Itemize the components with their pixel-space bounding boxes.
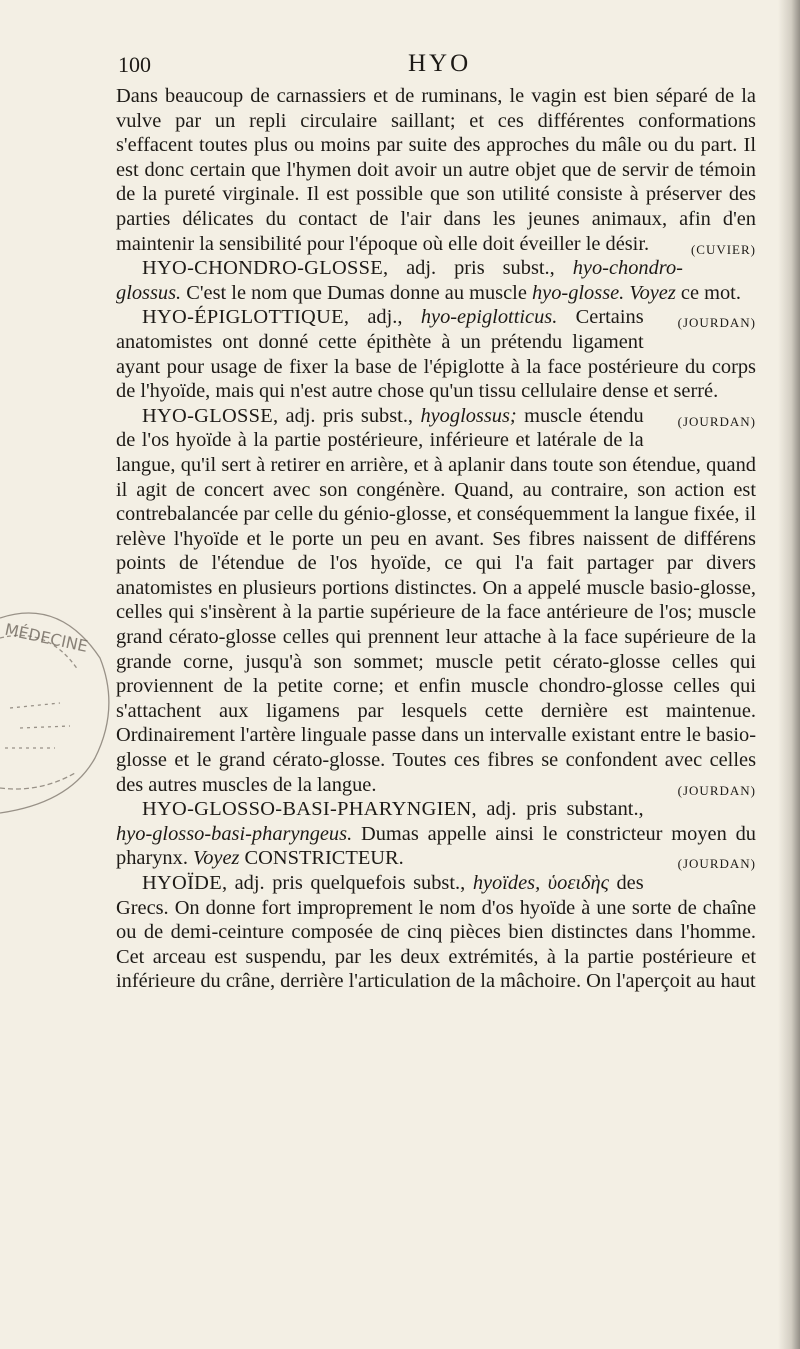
entry-reference: Voyez [193, 847, 240, 870]
page-number: 100 [118, 52, 151, 77]
entry-latin: hyo-epiglotticus. [420, 306, 558, 329]
entry-text: CONSTRICTEUR. [239, 847, 404, 870]
entry-text: C'est le nom que Dumas donne au muscle [181, 281, 532, 304]
library-stamp [0, 598, 120, 828]
entry-term: HYO-GLOSSE [142, 404, 274, 427]
entry-latin: hyoglossus; [420, 404, 517, 427]
entry-author: (JOURDAN) [677, 782, 756, 798]
entry-term: HYO-ÉPIGLOTTIQUE [142, 306, 344, 329]
entry-term: HYO-CHONDRO-GLOSSE [142, 257, 384, 280]
entry-author: (JOURDAN) [677, 856, 756, 872]
entry-grammar: , adj. pris quelquefois subst., [221, 872, 473, 894]
entry-text: Dumas appelle ainsi le constricteur moyen du pharynx. [116, 822, 756, 870]
entry-latin: hyo-glosso-basi-pharyngeus. [116, 822, 353, 845]
entry-continuation [116, 84, 756, 256]
entry-grammar: , adj. pris subst., [383, 257, 573, 280]
entry-text: Dans beaucoup de carnassiers et de ruminans, le vagin est bien séparé de la vulve par un repli circulaire saillant; et ces différentes conformations s'effacent toutes plus ou moins par suite des approches du mâle ou du part. Il est donc certain que l'hymen doit avoir un autre objet que de servir de témoin de la pureté virginale. Il est possible que son utilité consiste à préserver des parties délicates du contact de l'air dans les jeunes animaux, afin d'en maintenir la sensibilité pour l'époque où elle doit éveiller le désir. [116, 85, 756, 255]
entry-grammar: , adj. pris subst., [273, 404, 421, 427]
entry-text: ce mot. [675, 281, 741, 304]
entry-author: (CUVIER) [690, 241, 756, 257]
page-edge-shadow [778, 0, 800, 1349]
entry-text: muscle étendu de l'os hyoïde à la partie postérieure, inférieure et latérale de la langue, qu'il sert à retirer en arrière, et à aplanir dans toute son étendue, quand il agit de concert avec son congénère. Quand, au contraire, son action est contrebalancée par celle du génio-glosse, et conséquemment la langue fixée, il relève l'hyoïde et le porte un peu en avant. Ses fibres naissent de différens points de l'étendue de l'os hyoïde, ce qui l'a fait partager par divers anatomistes en plusieurs portions distinctes. On a appelé muscle basio-glosse, celles qui s'insèrent à la partie supérieure de la face antérieure de l'os; muscle grand cérato-glosse celles qui prennent leur attache à la face supérieure de la grande corne, jusqu'à son sommet; muscle petit cérato-glosse celles qui proviennent de la petite corne; et enfin muscle chondro-glosse celles qui s'attachent aux ligamens par lesquels cette dernière est maintenue. Ordinairement l'artère linguale passe dans un intervalle existant entre le basio-glosse et le grand cérato-glosse. Toutes ces fibres se confondent avec celles des autres muscles de la langue. [116, 404, 756, 796]
entry-latin: hyo-chondro-glossus. [116, 257, 683, 304]
entry-grammar: , adj. pris substant., [471, 798, 644, 821]
entry-text: des Grecs. On donne fort improprement le nom d'os hyoïde à une sorte de chaîne ou de demi-ceinture composée de cinq pièces bien distinctes dans l'homme. Cet arceau est suspendu, par les deux extrémités, à la partie postérieure et inférieure du crâne, derrière l'articulation de la mâchoire. On l'aperçoit au haut [116, 872, 756, 993]
stamp-text: MÉDECINE [3, 619, 90, 656]
entry-hyo-glosso-basi-pharyngien [116, 797, 756, 871]
entry-latin: hyoïdes, ὑοειδὴς [472, 872, 609, 894]
entry-text: Certains anatomistes ont donné cette épithète à un prétendu ligament ayant pour usage de fixer la base de l'épiglotte à la face postérieure du corps de l'hyoïde, mais qui n'est autre chose qu'un tissu cellulaire dense et serré. [116, 306, 756, 403]
entry-term: HYO-GLOSSO-BASI-PHARYNGIEN [142, 798, 472, 821]
entry-author: (JOURDAN) [677, 413, 756, 429]
entry-grammar: , adj., [343, 306, 421, 329]
running-head: HYO [408, 50, 472, 77]
dictionary-text [116, 84, 756, 994]
entry-hyo-glosse [116, 404, 756, 798]
page-header [118, 48, 758, 84]
entry-author: (JOURDAN) [677, 315, 756, 331]
entry-reference: hyo-glosse. Voyez [531, 281, 676, 304]
entry-hyoide [116, 871, 756, 994]
entry-term: HYOÏDE [142, 872, 222, 894]
